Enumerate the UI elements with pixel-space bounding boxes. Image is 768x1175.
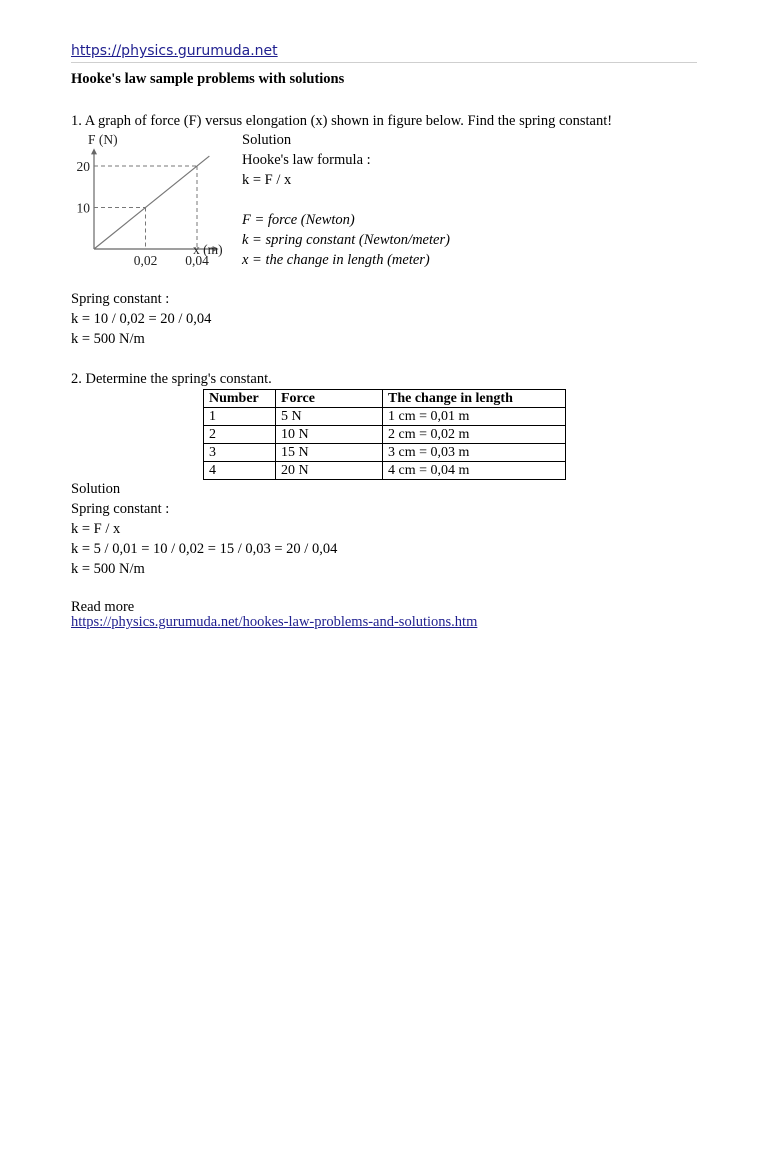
y-tick-label: 10 [76, 200, 90, 216]
table-cell: 2 [204, 426, 276, 444]
table-cell: 1 [204, 408, 276, 426]
table-cell: 10 N [276, 426, 383, 444]
p1-definition-spring-constant: k = spring constant (Newton/meter) [242, 232, 450, 248]
p1-answer-calc: k = 10 / 0,02 = 20 / 0,04 [71, 311, 212, 327]
series-line [94, 156, 209, 249]
table-row [204, 426, 566, 444]
p2-answer-heading: Spring constant : [71, 501, 170, 517]
table-header-cell: Force [276, 390, 383, 408]
header-site-link[interactable]: https://physics.gurumuda.net [71, 43, 278, 59]
p1-answer-heading: Spring constant : [71, 291, 170, 307]
problem2-question: 2. Determine the spring's constant. [71, 371, 272, 387]
table-cell: 3 cm = 0,03 m [383, 444, 566, 462]
p2-solution-heading: Solution [71, 481, 121, 497]
table-cell: 5 N [276, 408, 383, 426]
p1-definition-force: F = force (Newton) [242, 212, 355, 228]
read-more-link[interactable]: https://physics.gurumuda.net/hookes-law-problems-and-solutions.htm [71, 614, 478, 630]
table-cell: 20 N [276, 462, 383, 480]
table-cell: 4 [204, 462, 276, 480]
header-divider [71, 62, 697, 63]
p1-solution-heading: Solution [242, 132, 292, 148]
table-cell: 1 cm = 0,01 m [383, 408, 566, 426]
x-tick-label: 0,02 [133, 253, 158, 268]
table-cell: 15 N [276, 444, 383, 462]
p1-answer-result: k = 500 N/m [71, 331, 145, 347]
force-elongation-graph [71, 130, 231, 272]
p2-answer-calc: k = 5 / 0,01 = 10 / 0,02 = 15 / 0,03 = 20 / 0,04 [71, 541, 338, 557]
table-header-cell: The change in length [383, 390, 566, 408]
problem1-question: 1. A graph of force (F) versus elongation (x) shown in figure below. Find the spring constant! [71, 113, 613, 129]
table-row [204, 408, 566, 426]
spring-data-table [203, 389, 566, 480]
p1-definition-length: x = the change in length (meter) [242, 252, 430, 268]
page-title: Hooke's law sample problems with solutions [71, 71, 345, 87]
x-axis-label: x (m) [193, 242, 223, 257]
x-tick-label: 0,04 [185, 253, 209, 268]
y-axis-label: F (N) [88, 132, 118, 147]
table-cell: 3 [204, 444, 276, 462]
y-axis-arrow [91, 148, 97, 154]
table-row [204, 462, 566, 480]
p1-formula-label: Hooke's law formula : [242, 152, 371, 168]
p2-answer-result: k = 500 N/m [71, 561, 145, 577]
p2-formula: k = F / x [71, 521, 121, 537]
table-header-row [204, 390, 566, 408]
table-row [204, 444, 566, 462]
p1-formula: k = F / x [242, 172, 292, 188]
y-tick-label: 20 [76, 159, 90, 174]
table-cell: 4 cm = 0,04 m [383, 462, 566, 480]
read-more-label: Read more [71, 599, 135, 615]
table-header-cell: Number [204, 390, 276, 408]
table-cell: 2 cm = 0,02 m [383, 426, 566, 444]
